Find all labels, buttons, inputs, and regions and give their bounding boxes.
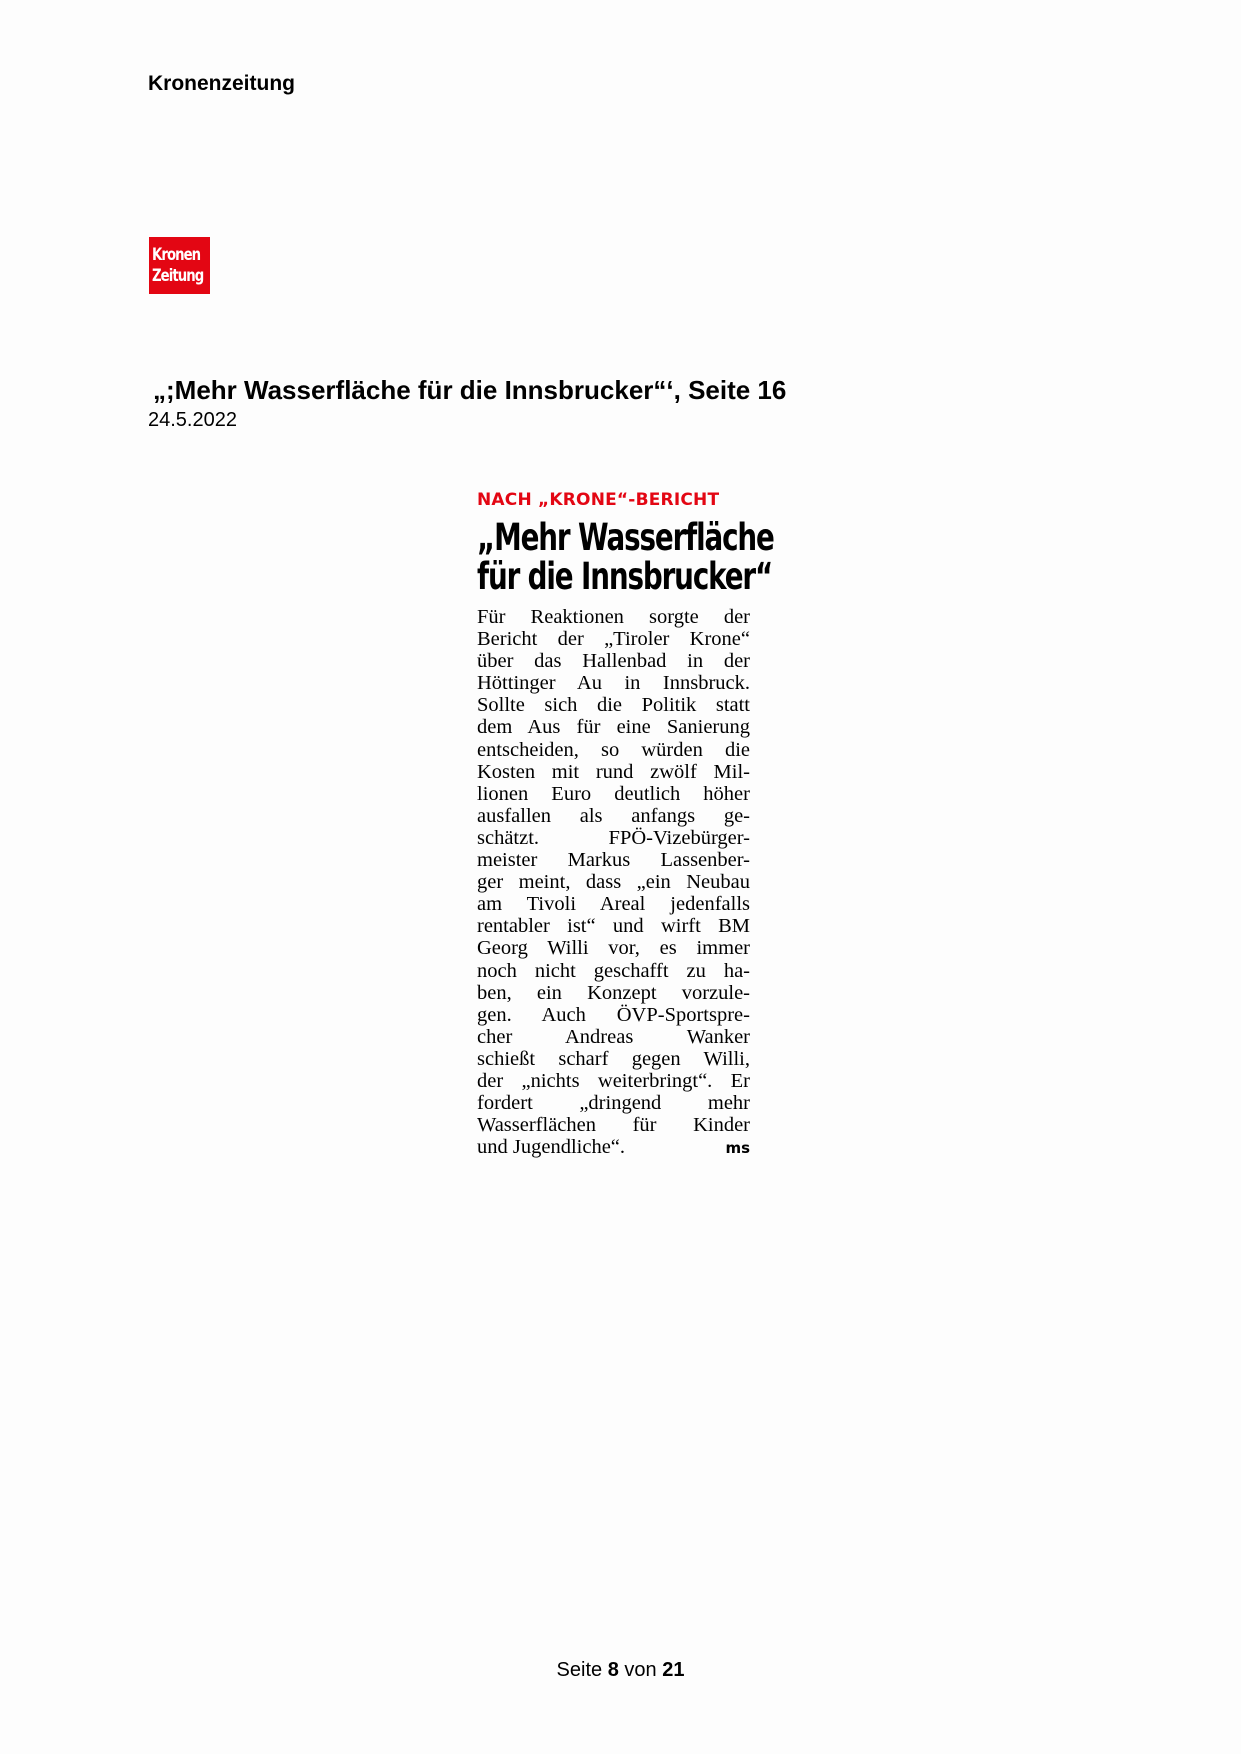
- body-line: dem Aus für eine Sanierung: [477, 716, 750, 739]
- body-line: rentabler ist“ und wirft BM: [477, 915, 750, 938]
- kronen-zeitung-logo: [149, 237, 210, 294]
- body-line: Bericht der „Tiroler Krone“: [477, 628, 750, 651]
- body-line: ben, ein Konzept vorzule-: [477, 981, 750, 1004]
- body-line: Höttinger Au in Innsbruck.: [477, 672, 750, 695]
- article-headline: [477, 516, 774, 598]
- body-line: noch nicht geschafft zu ha-: [477, 959, 750, 982]
- footer-page-number: 8: [607, 1659, 619, 1681]
- body-line: gen. Auch ÖVP-Sportspre-: [477, 1003, 750, 1026]
- logo-line-2: Zeitung: [152, 265, 204, 286]
- article-author: ms: [725, 1139, 750, 1158]
- body-line: am Tivoli Areal jedenfalls: [477, 893, 750, 916]
- body-line: lionen Euro deutlich höher: [477, 782, 750, 805]
- body-line: cher Andreas Wanker: [477, 1025, 750, 1048]
- document-date: 24.5.2022: [148, 409, 237, 431]
- article-body: [477, 606, 750, 1159]
- headline-line-2: für die Innsbrucker“: [477, 555, 773, 598]
- body-line: Wasserflächen für Kinder: [477, 1114, 750, 1137]
- body-line: entscheiden, so würden die: [477, 738, 750, 761]
- body-line: fordert „dringend mehr: [477, 1092, 750, 1115]
- footer-prefix: Seite: [556, 1659, 603, 1681]
- page-footer: [0, 1659, 1241, 1682]
- body-line: Kosten mit rund zwölf Mil-: [477, 760, 750, 783]
- document-title: „;Mehr Wasserfläche für die Innsbrucker“‘, Seite 16: [153, 375, 787, 405]
- body-line: Georg Willi vor, es immer: [477, 937, 750, 960]
- body-line: schießt scharf gegen Willi,: [477, 1047, 750, 1070]
- body-line: meister Markus Lassenber-: [477, 849, 750, 872]
- footer-total-pages: 21: [662, 1659, 685, 1681]
- body-line: Für Reaktionen sorgte der: [477, 606, 750, 628]
- body-last-line: [477, 1136, 750, 1159]
- logo-line-1: Kronen: [152, 244, 201, 265]
- body-line: über das Hallenbad in der: [477, 650, 750, 673]
- body-line: der „nichts weiterbringt“. Er: [477, 1069, 750, 1092]
- headline-line-1: „Mehr Wasserfläche: [477, 516, 774, 559]
- body-line: Sollte sich die Politik statt: [477, 694, 750, 717]
- article-kicker: NACH „KRONE“-BERICHT: [477, 490, 720, 510]
- footer-separator: von: [624, 1659, 657, 1681]
- newspaper-clipping: [477, 490, 774, 1159]
- body-line: ausfallen als anfangs ge-: [477, 804, 750, 827]
- source-name: Kronenzeitung: [148, 72, 295, 95]
- body-line: schätzt. FPÖ-Vizebürger-: [477, 826, 750, 849]
- body-line: und Jugendliche“.: [477, 1136, 626, 1159]
- body-line: ger meint, dass „ein Neubau: [477, 871, 750, 894]
